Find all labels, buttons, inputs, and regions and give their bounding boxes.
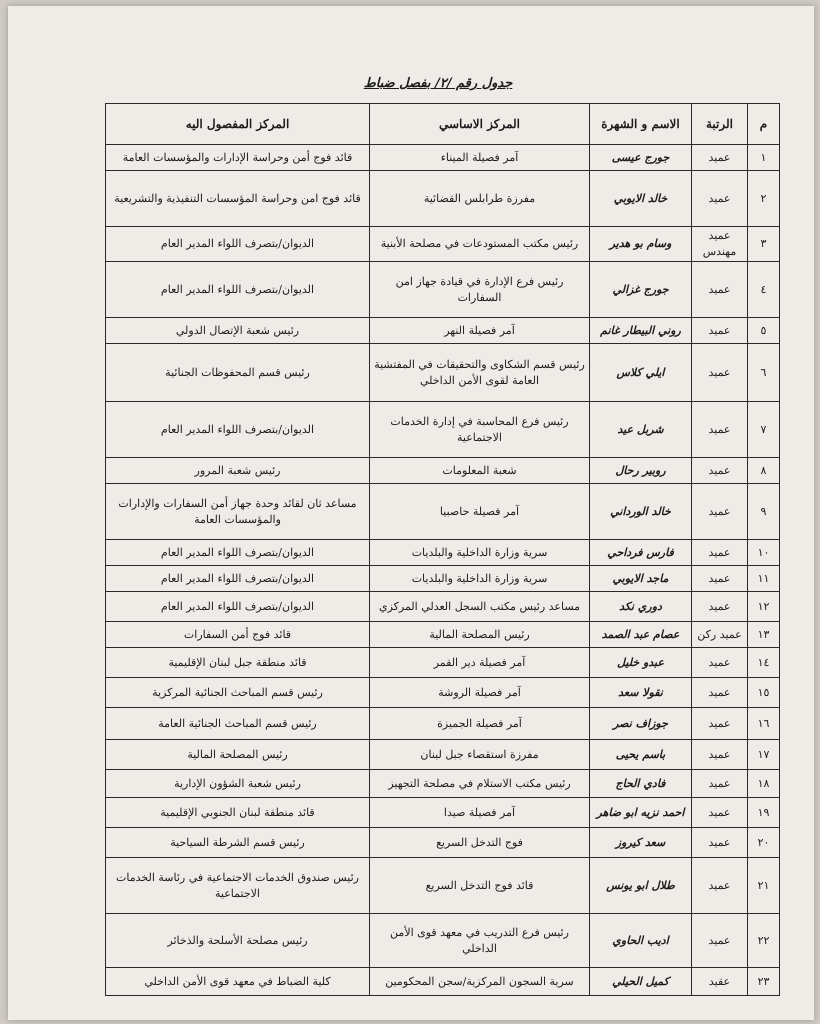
table-row (106, 968, 780, 996)
table-row (106, 828, 780, 858)
cell-rank: عميد (692, 566, 748, 592)
table-row (106, 740, 780, 770)
table-row (106, 458, 780, 484)
cell-rank: عميد (692, 798, 748, 828)
cell-position: آمر فصيلة الميناء (370, 145, 590, 171)
cell-num: ١٨ (748, 770, 780, 798)
cell-name: فادي الحاج (590, 770, 692, 798)
document-page (8, 6, 814, 1020)
cell-rank: عميد (692, 484, 748, 540)
header-name: الاسم و الشهرة (590, 104, 692, 145)
cell-destination: مساعد ثان لقائد وحدة جهاز أمن السفارات والإدارات والمؤسسات العامة (106, 484, 370, 540)
cell-destination: رئيس المصلحة المالية (106, 740, 370, 770)
cell-rank: عقيد (692, 968, 748, 996)
cell-destination: رئيس مصلحة الأسلحة والذخائر (106, 914, 370, 968)
cell-name: اديب الحاوي (590, 914, 692, 968)
cell-name: جوزاف نصر (590, 708, 692, 740)
cell-num: ١٦ (748, 708, 780, 740)
table-row (106, 592, 780, 622)
header-destination: المركز المفصول اليه (106, 104, 370, 145)
cell-position: سرية السجون المركزية/سجن المحكومين (370, 968, 590, 996)
cell-rank: عميد (692, 678, 748, 708)
cell-destination: رئيس صندوق الخدمات الاجتماعية في رئاسة الخدمات الاجتماعية (106, 858, 370, 914)
cell-rank: عميد (692, 171, 748, 227)
cell-rank: عميد (692, 708, 748, 740)
cell-num: ١٤ (748, 648, 780, 678)
cell-name: عبدو خليل (590, 648, 692, 678)
officers-table (105, 103, 780, 996)
cell-name: سعد كيروز (590, 828, 692, 858)
cell-name: روبير رحال (590, 458, 692, 484)
cell-num: ١٣ (748, 622, 780, 648)
cell-destination: قائد فوج أمن وحراسة الإدارات والمؤسسات العامة (106, 145, 370, 171)
cell-rank: عميد (692, 914, 748, 968)
cell-num: ٣ (748, 227, 780, 262)
table-row (106, 708, 780, 740)
table-row (106, 622, 780, 648)
cell-rank: عميد (692, 318, 748, 344)
cell-destination: قائد فوج امن وحراسة المؤسسات التنفيذية والتشريعية (106, 171, 370, 227)
cell-position: آمر فصيلة الروشة (370, 678, 590, 708)
table-row (106, 227, 780, 262)
cell-rank: عميد مهندس (692, 227, 748, 262)
cell-name: ايلي كلاس (590, 344, 692, 402)
cell-name: خالد الورداني (590, 484, 692, 540)
cell-rank: عميد (692, 540, 748, 566)
cell-position: رئيس فرع التدريب في معهد قوى الأمن الداخلي (370, 914, 590, 968)
cell-name: فارس فرداحي (590, 540, 692, 566)
table-row (106, 798, 780, 828)
cell-destination: الديوان/بتصرف اللواء المدير العام (106, 402, 370, 458)
table-row (106, 484, 780, 540)
cell-destination: رئيس قسم المحفوظات الجنائية (106, 344, 370, 402)
table-row (106, 566, 780, 592)
cell-position: قائد فوج التدخل السريع (370, 858, 590, 914)
table-row (106, 914, 780, 968)
table-row (106, 540, 780, 566)
cell-num: ١٧ (748, 740, 780, 770)
cell-position: سرية وزارة الداخلية والبلديات (370, 566, 590, 592)
cell-destination: قائد منطقة لبنان الجنوبي الإقليمية (106, 798, 370, 828)
cell-destination: رئيس قسم المباحث الجنائية المركزية (106, 678, 370, 708)
cell-destination: الديوان/بتصرف اللواء المدير العام (106, 540, 370, 566)
table-row (106, 171, 780, 227)
table-row (106, 318, 780, 344)
table-row (106, 770, 780, 798)
cell-rank: عميد (692, 770, 748, 798)
cell-rank: عميد (692, 828, 748, 858)
cell-rank: عميد (692, 648, 748, 678)
cell-position: مفرزة استقصاء جبل لبنان (370, 740, 590, 770)
cell-destination: رئيس شعبة المرور (106, 458, 370, 484)
cell-position: رئيس فرع المحاسبة في إدارة الخدمات الاجتماعية (370, 402, 590, 458)
table-row (106, 648, 780, 678)
cell-name: باسم يحيى (590, 740, 692, 770)
cell-destination: الديوان/بتصرف اللواء المدير العام (106, 592, 370, 622)
cell-num: ١٢ (748, 592, 780, 622)
table-row (106, 344, 780, 402)
cell-num: ٢٠ (748, 828, 780, 858)
cell-rank: عميد (692, 858, 748, 914)
table-row (106, 145, 780, 171)
cell-destination: الديوان/بتصرف اللواء المدير العام (106, 566, 370, 592)
header-position: المركز الاساسي (370, 104, 590, 145)
cell-name: نقولا سعد (590, 678, 692, 708)
cell-rank: عميد (692, 592, 748, 622)
cell-num: ١١ (748, 566, 780, 592)
cell-rank: عميد (692, 145, 748, 171)
table-row (106, 262, 780, 318)
cell-num: ٨ (748, 458, 780, 484)
cell-name: خالد الايوبي (590, 171, 692, 227)
cell-position: رئيس المصلحة المالية (370, 622, 590, 648)
cell-destination: رئيس شعبة الإتصال الدولي (106, 318, 370, 344)
cell-num: ٥ (748, 318, 780, 344)
table-header-row (106, 104, 780, 145)
header-num: م (748, 104, 780, 145)
cell-name: كميل الحيلي (590, 968, 692, 996)
cell-destination: رئيس قسم الشرطة السياحية (106, 828, 370, 858)
table-row (106, 678, 780, 708)
cell-destination: قائد منطقة جبل لبنان الإقليمية (106, 648, 370, 678)
cell-num: ٤ (748, 262, 780, 318)
cell-position: آمر فصيلة الجميزة (370, 708, 590, 740)
cell-destination: الديوان/بتصرف اللواء المدير العام (106, 262, 370, 318)
cell-rank: عميد (692, 344, 748, 402)
cell-position: فوج التدخل السريع (370, 828, 590, 858)
cell-num: ٩ (748, 484, 780, 540)
cell-position: رئيس مكتب الاستلام في مصلحة التجهيز (370, 770, 590, 798)
cell-position: شعبة المعلومات (370, 458, 590, 484)
header-rank: الرتبة (692, 104, 748, 145)
cell-num: ١٠ (748, 540, 780, 566)
cell-name: دوري نكد (590, 592, 692, 622)
table-row (106, 402, 780, 458)
cell-name: ماجد الايوبي (590, 566, 692, 592)
cell-position: رئيس فرع الإدارة في قيادة جهاز امن السفارات (370, 262, 590, 318)
cell-rank: عميد (692, 740, 748, 770)
cell-num: ٢ (748, 171, 780, 227)
cell-num: ٢٣ (748, 968, 780, 996)
cell-name: روني البيطار غانم (590, 318, 692, 344)
cell-position: مفرزة طرابلس القضائية (370, 171, 590, 227)
cell-name: طلال ابو يونس (590, 858, 692, 914)
cell-position: سرية وزارة الداخلية والبلديات (370, 540, 590, 566)
cell-num: ٧ (748, 402, 780, 458)
cell-name: احمد نزيه ابو ضاهر (590, 798, 692, 828)
cell-position: آمر فصيلة صيدا (370, 798, 590, 828)
cell-num: ٢٢ (748, 914, 780, 968)
cell-name: وسام بو هدير (590, 227, 692, 262)
cell-position: آمر فصيلة حاصبيا (370, 484, 590, 540)
cell-num: ٢١ (748, 858, 780, 914)
cell-num: ١٩ (748, 798, 780, 828)
cell-position: رئيس قسم الشكاوى والتحقيقات في المفتشية العامة لقوى الأمن الداخلي (370, 344, 590, 402)
cell-position: آمر فصيلة دير القمر (370, 648, 590, 678)
cell-position: آمر فصيلة النهر (370, 318, 590, 344)
cell-rank: عميد (692, 402, 748, 458)
cell-rank: عميد ركن (692, 622, 748, 648)
cell-position: رئيس مكتب المستودعات في مصلحة الأبنية (370, 227, 590, 262)
cell-name: جورج عيسى (590, 145, 692, 171)
cell-destination: قائد فوج أمن السفارات (106, 622, 370, 648)
cell-name: شربل عيد (590, 402, 692, 458)
cell-destination: الديوان/بتصرف اللواء المدير العام (106, 227, 370, 262)
cell-rank: عميد (692, 458, 748, 484)
cell-num: ١٥ (748, 678, 780, 708)
cell-destination: رئيس شعبة الشؤون الإدارية (106, 770, 370, 798)
cell-num: ١ (748, 145, 780, 171)
cell-destination: كلية الضباط في معهد قوى الأمن الداخلي (106, 968, 370, 996)
cell-rank: عميد (692, 262, 748, 318)
cell-name: جورج غزالي (590, 262, 692, 318)
cell-position: مساعد رئيس مكتب السجل العدلي المركزي (370, 592, 590, 622)
cell-num: ٦ (748, 344, 780, 402)
table-row (106, 858, 780, 914)
document-title: جدول رقم /٢/ بفصل ضباط (363, 76, 513, 91)
cell-destination: رئيس قسم المباحث الجنائية العامة (106, 708, 370, 740)
cell-name: عصام عبد الصمد (590, 622, 692, 648)
